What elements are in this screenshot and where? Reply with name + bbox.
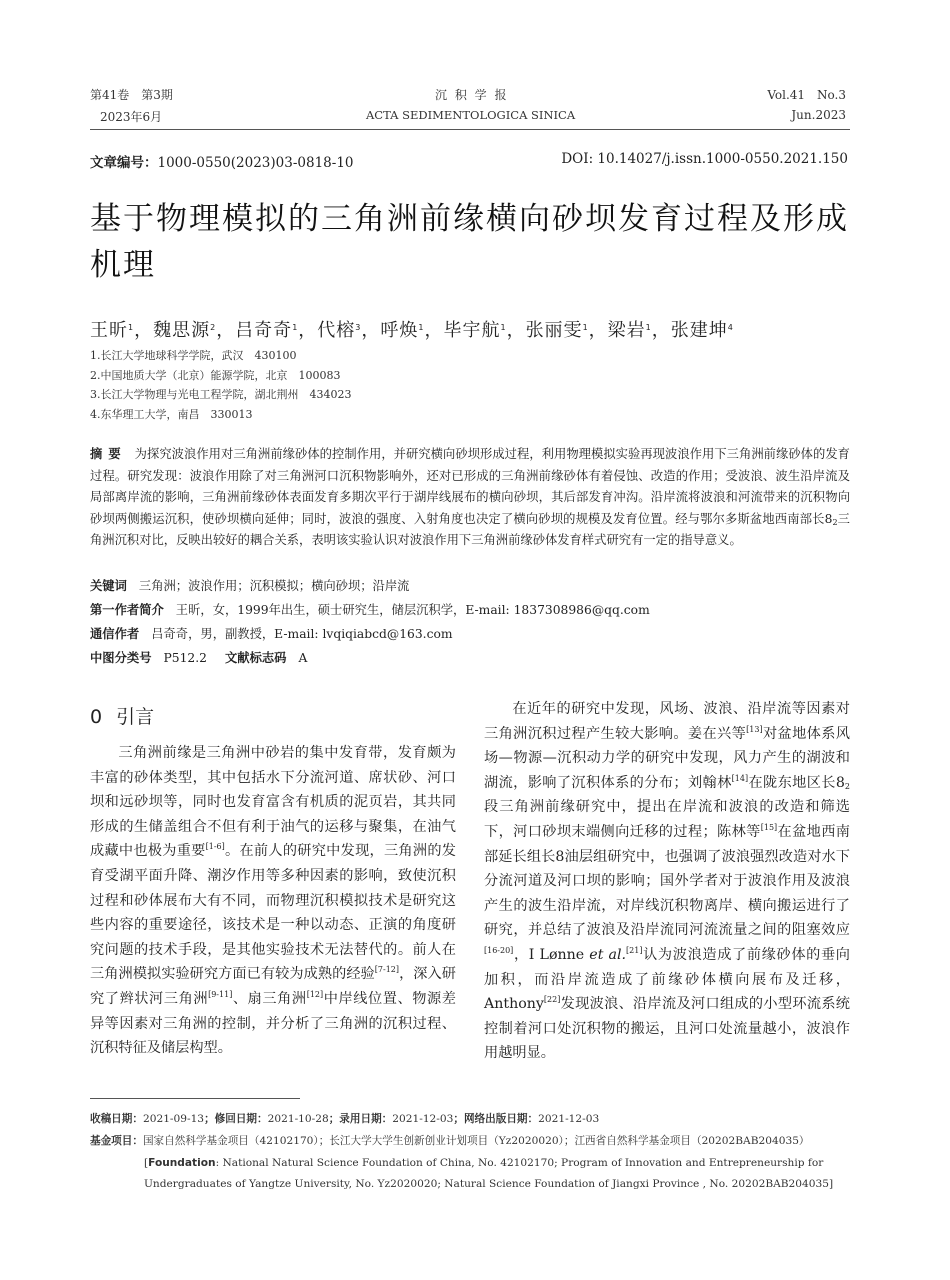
document-code-value: A (298, 651, 308, 665)
first-author-info (90, 600, 650, 618)
doi[interactable]: DOI: 10.14027/j.issn.1000-0550.2021.150 (561, 151, 848, 167)
body-text: 中岸线位置、物源差异等因素对三角洲的控制，并分析了三角洲的沉积过程、沉积特征及储层构型。 (90, 990, 456, 1057)
article-number-value: 1000-0550(2023)03-0818-10 (157, 155, 354, 171)
citation[interactable]: [1-6] (205, 842, 225, 852)
abstract (90, 444, 850, 552)
body-text: 三角洲前缘是三角洲中砂岩的集中发育带，发育颇为丰富的砂体类型，其中包括水下分流河道、席状砂、河口坝和远砂坝等，同时也发育富含有机质的泥页岩，其共同形成的生储盖组合不但有利于油气的运移与聚集，在油气成藏中也极为重要 (90, 745, 456, 860)
citation[interactable]: [13] (746, 724, 763, 734)
author: 魏思源 (153, 320, 211, 341)
online-date: 2021-12-03 (538, 1113, 600, 1125)
revised-label: ；修回日期： (204, 1113, 268, 1125)
funding-cn: 国家自然科学基金项目（42102170）；长江大学大学生创新创业计划项目（Yz2020020）；江西省自然科学基金项目（20202BAB204035） (142, 1135, 810, 1147)
author: 梁岩 (607, 320, 646, 341)
accepted-date: 2021-12-03 (392, 1113, 454, 1125)
body-text: ，I Lønne (513, 946, 590, 963)
classification-value: P512.2 (163, 651, 207, 665)
author-affiliation: 1 (418, 323, 425, 332)
citation[interactable]: [12] (306, 989, 324, 999)
article-title: 基于物理模拟的三角洲前缘横向砂坝发育过程及形成机理 (90, 201, 849, 283)
citation[interactable]: [15] (760, 822, 778, 832)
author: 呼焕 (380, 320, 419, 341)
body-text: 在盆地西南部延长组长8油层组研究中，也强调了波浪强烈改造对水下分流河道及河口坝的影响；国外学者对于波浪作用及波浪产生的波生沿岸流，对岸线沉积物离岸、横向搬运进行了研究，并总结了波浪及沿岸流同河流流量之间的阻塞效应 (484, 823, 850, 939)
body-text: 在近年的研究中发现，风场、波浪、沿岸流等因素对三角洲沉积过程产生较大影响。姜在兴等 (484, 701, 850, 742)
citation[interactable]: [7-12] (374, 965, 400, 975)
abstract-subscript: 2 (832, 517, 838, 527)
author: 吕奇奇 (235, 320, 293, 341)
author: 张丽雯 (525, 320, 583, 341)
body-text: 段三角洲前缘研究中，提出在岸流和波浪的改造和筛选下，河口砂坝末端侧向迁移的过程；陈林等 (484, 799, 850, 840)
body-text: 认为波浪造成了前缘砂体的垂向加积，而沿岸流造成了前缘砂体横向展布及迁移，Anthony (484, 946, 850, 1013)
citation[interactable]: [9-11] (208, 989, 233, 999)
footnote-funding-en: [Foundation: National Natural Science Foundation of China, No. 42102170; Program of Innovation and Entrepreneurship for Undergraduates of Yangtze University, No. Yz2020020; Natural Science Foundation of Jiangxi Province , No. 20202BAB204035] (144, 1157, 834, 1190)
funding-label: 基金项目： (90, 1135, 143, 1147)
section-heading (90, 702, 154, 729)
revised-date: 2021-10-28 (267, 1113, 329, 1125)
accepted-label: ；录用日期： (328, 1113, 393, 1125)
body-text: 、扇三角洲 (232, 990, 307, 1007)
header-date: 2023年6月 (100, 110, 163, 124)
author: 代榕 (317, 320, 356, 341)
author-affiliation: 4 (727, 323, 734, 332)
affiliation-list (90, 346, 352, 424)
header-journal-cn: 沉 积 学 报 (435, 88, 509, 102)
footnote-funding (90, 1133, 810, 1148)
author-list: 王昕$^1$，魏思源$^2$，吕奇奇$^1$，代榕$^3$，呼焕$^1$，毕宇航$^1$，张丽雯$^1$，梁岩$^1$，张建坤$^4$ (90, 320, 734, 341)
author-affiliation: 1 (582, 323, 589, 332)
affiliation: 2.中国地质大学（北京）能源学院，北京 100083 (90, 368, 341, 382)
body-text: 对盆地体系风场—物源—沉积动力学的研究中发现，风力产生的湖波和湖流，影响了沉积体系的分布；刘翰林 (484, 725, 850, 791)
author-affiliation: 1 (128, 323, 135, 332)
section-title: 引言 (116, 706, 155, 728)
citation[interactable]: [16-20] (484, 945, 514, 955)
online-label: ；网络出版日期： (453, 1113, 539, 1125)
classification (90, 648, 307, 666)
keywords (90, 576, 409, 594)
first-author-label: 第一作者简介 (90, 603, 164, 617)
author-affiliation: 1 (645, 323, 652, 332)
keywords-value: 三角洲；波浪作用；沉积模拟；横向砂坝；沿岸流 (138, 579, 410, 593)
body-text: 发现波浪、沿岸流及河口组成的小型环流系统控制着河口处沉积物的搬运，且河口处流量越小，波浪作用越明显。 (484, 996, 850, 1062)
abstract-text: 为探究波浪作用对三角洲前缘砂体的控制作用，并研究横向砂坝形成过程，利用物理模拟实验再现波浪作用下三角洲前缘砂体的发育过程。研究发现：波浪作用除了对三角洲河口沉积物影响外，还对已形成的三角洲前缘砂体有着侵蚀、改造的作用；受波浪、波生沿岸流及局部离岸流的影响，三角洲前缘砂体表面发育多期次平行于湖岸线展布的横向砂坝，其后部发育冲沟。沿岸流将波浪和河流带来的沉积物向砂坝两侧搬运沉积，使砂坝横向延伸；同时，波浪的强度、入射角度也决定了横向砂坝的规模及发育位置。经与鄂尔多斯盆地西南部长8 (90, 447, 850, 526)
body-text: ，深入研究了辫状河三角洲 (90, 966, 456, 1007)
funding-en: National Natural Science Foundation of China, No. 42102170; Program of Innovation and Entrepreneurship for Undergraduates of Yangtze University, No. Yz2020020; Natural Science Foundation of Jiangxi Province , No. 20202BAB204035 (144, 1157, 829, 1190)
header-volume-issue: 第41卷 第3期 (90, 88, 173, 102)
classification-label: 中图分类号 (90, 651, 152, 665)
author: 王昕 (90, 320, 128, 341)
body-text: 。在前人的研究中发现，三角洲的发育受湖平面升降、潮汐作用等多种因素的影响，致使沉积过程和砂体展布大有不同，而物理沉积模拟技术是研究这些内容的重要途径，该技术是一种以动态、正演的角度研究问题的技术手段，是其他实验技术无法替代的。前人在三角洲模拟实验研究方面已有较为成熟的经验 (90, 843, 456, 983)
citation[interactable]: [14] (731, 773, 749, 783)
article-number (90, 151, 354, 171)
affiliation: 3.长江大学物理与光电工程学院，湖北荆州 434023 (90, 388, 352, 401)
affiliation: 4.东华理工大学，南昌 330013 (90, 407, 253, 421)
body-text: 在陇东地区长8 (748, 774, 845, 791)
author-affiliation: 1 (292, 323, 299, 332)
footnote-dates (90, 1111, 599, 1126)
corresponding-author (90, 624, 453, 642)
header-vol-en: Vol.41 No.3 (767, 88, 846, 102)
abstract-text-cont: 三角洲沉积对比，反映出较好的耦合关系，表明该实验认识对波浪作用下三角洲前缘砂体发育样式研究有一定的指导意义。 (90, 511, 850, 547)
received-date: 2021-09-13 (142, 1113, 205, 1125)
subscript: 2 (844, 781, 850, 791)
funding-en-label: Foundation (148, 1157, 216, 1169)
author-affiliation: 1 (500, 323, 507, 332)
section-number: 0 (90, 706, 103, 728)
body-paragraph-2 (484, 697, 850, 1066)
author-affiliation: 3 (355, 323, 362, 332)
et-al: et al. (589, 946, 627, 963)
header-rule (90, 129, 850, 130)
article-number-label: 文章编号： (90, 155, 158, 171)
corresponding-label: 通信作者 (90, 627, 140, 641)
citation[interactable]: [21] (626, 945, 643, 955)
received-label: 收稿日期： (90, 1113, 143, 1125)
footnote-rule (90, 1098, 300, 1099)
author: 张建坤 (670, 320, 728, 341)
body-paragraph-1 (90, 741, 456, 1061)
header-date-en: Jun.2023 (791, 108, 846, 122)
citation[interactable]: [22] (543, 995, 561, 1005)
corresponding-value: 吕奇奇，男，副教授，E-mail: lvqiqiabcd@163.com (151, 627, 453, 641)
header-journal-en: ACTA SEDIMENTOLOGICA SINICA (366, 108, 576, 122)
affiliation: 1.长江大学地球科学学院，武汉 430100 (90, 349, 297, 362)
keywords-label: 关键词 (90, 579, 127, 593)
first-author-value: 王昕，女，1999年出生，硕士研究生，储层沉积学，E-mail: 1837308986@qq.com (175, 603, 650, 617)
abstract-label: 摘要 (90, 447, 127, 461)
author: 毕宇航 (443, 320, 501, 341)
author-affiliation: 2 (210, 323, 217, 332)
document-code-label: 文献标志码 (224, 651, 287, 665)
